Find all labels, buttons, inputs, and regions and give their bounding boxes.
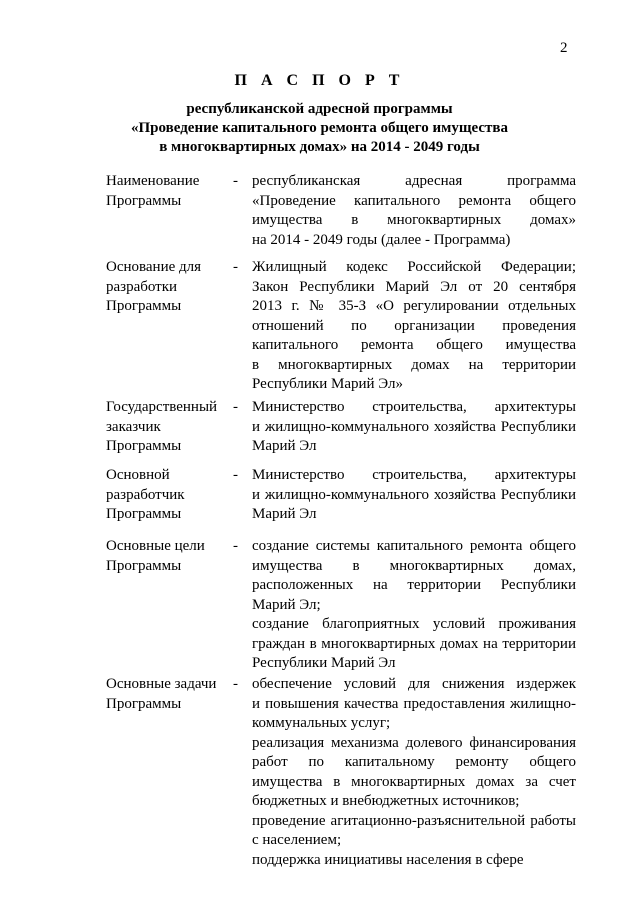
row-content-line: обеспечение условий для снижения издержек [252,676,576,692]
row-content-line: республиканская адресная программа [252,173,576,189]
row-content [252,258,576,395]
row-content-line: и повышения качества предоставления жилищно- [252,695,576,712]
row-content-line: Марий Эл; [252,596,321,613]
row-label [106,675,226,714]
row-label-line: Программы [106,192,182,209]
row-content-line: Закон Республики Марий Эл от 20 сентября [252,278,576,295]
row-content [252,675,576,870]
row-content [252,537,576,674]
row-label-line: Основные цели [106,538,205,554]
row-label-line: разработчик [106,486,185,503]
row-label [106,172,226,211]
subtitle-line: республиканской адресной программы [186,101,453,117]
row-content-line: создание благоприятных условий проживания [252,616,576,632]
row-content-line: отношений по организации проведения [252,317,576,334]
row-content-line: Марий Эл [252,506,317,522]
row-label [106,398,226,457]
row-content-line: Республики Марий Эл [252,655,396,671]
row-content-line: в многоквартирных домах на территории [252,356,576,373]
row-content-line: Жилищный кодекс Российской Федерации; [252,259,576,275]
row-label-line: заказчик [106,418,161,435]
row-content-line: работ по капитальному ремонту общего [252,754,576,770]
row-content-line: Марий Эл [252,438,317,454]
page-title: П А С П О Р Т [234,72,405,89]
row-label [106,537,226,576]
row-content-line: с населением; [252,832,342,848]
row-content-line: Республики Марий Эл» [252,376,403,392]
row-content [252,466,576,525]
row-label-line: Программы [106,298,182,314]
row-label-line: Программы [106,438,182,454]
row-label [106,466,226,525]
row-label [106,258,226,317]
row-content-line: поддержка инициативы населения в сфере [252,851,524,868]
row-dash: - [233,467,238,483]
subtitle-line: в многоквартирных домах» на 2014 - 2049 годы [159,139,480,155]
row-content-line: 2013 г. № 35-З «О регулировании отдельных [252,298,576,314]
row-label-line: разработки [106,278,178,295]
row-dash: - [233,259,238,275]
row-content-line: на 2014 - 2049 годы (далее - Программа) [252,231,511,248]
row-content-line: бюджетных и внебюджетных источников; [252,793,520,809]
row-content-line: и жилищно-коммунального хозяйства Республики [252,418,576,435]
row-content-line: Министерство строительства, архитектуры [252,399,576,415]
row-content-line: создание системы капитального ремонта общего [252,538,576,554]
row-content-line: проведение агитационно-разъяснительной работы [252,812,576,829]
subtitle-line: «Проведение капитального ремонта общего имущества [131,120,508,136]
row-label-line: Программы [106,695,182,712]
row-content-line: имущества в многоквартирных домах» [252,212,576,228]
row-content [252,398,576,457]
row-content-line: коммунальных услуг; [252,715,391,731]
page-subtitle [0,100,639,157]
row-content-line: имущества в многоквартирных домах, [252,557,576,574]
row-content-line: «Проведение капитального ремонта общего [252,192,576,209]
row-content-line: и жилищно-коммунального хозяйства Республики [252,486,576,503]
row-content-line: реализация механизма долевого финансирования [252,734,576,751]
row-content-line: граждан в многоквартирных домах на территории [252,635,576,652]
row-content-line: расположенных на территории Республики [252,577,576,593]
row-content-line: имущества в многоквартирных домах за счет [252,773,576,790]
row-content-line: капитального ремонта общего имущества [252,337,576,353]
row-label-line: Программы [106,557,182,574]
row-label-line: Основные задачи [106,676,217,692]
row-dash: - [233,538,238,554]
row-content [252,172,576,250]
row-content-line: Министерство строительства, архитектуры [252,467,576,483]
row-label-line: Основание для [106,259,202,275]
row-dash: - [233,173,238,189]
row-label-line: Государственный [106,399,218,415]
page-number: 2 [560,40,568,56]
row-label-line: Программы [106,506,182,522]
row-dash: - [233,399,238,415]
row-label-line: Основной [106,467,170,483]
row-label-line: Наименование [106,173,200,189]
row-dash: - [233,676,238,692]
